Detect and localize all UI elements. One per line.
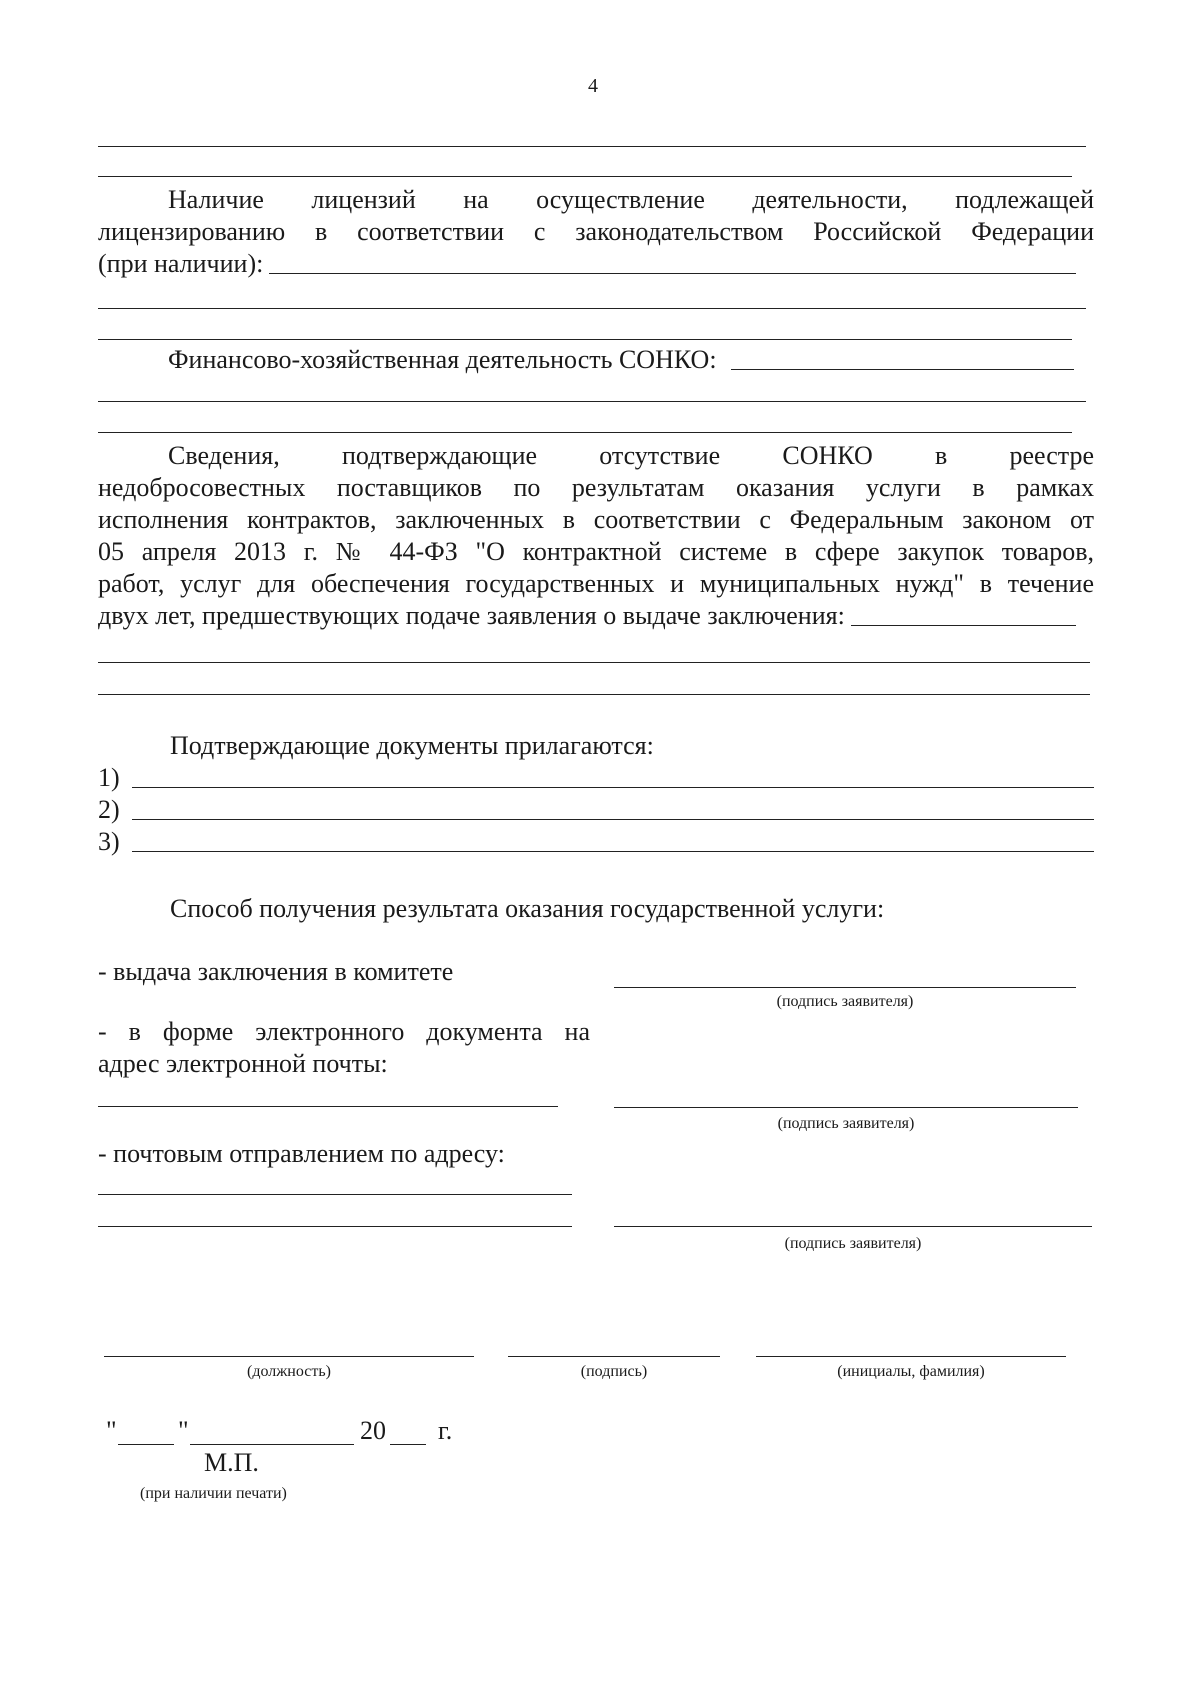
position-line[interactable] (104, 1356, 474, 1357)
date-day-line[interactable] (118, 1444, 174, 1445)
document-number: 2) (98, 795, 120, 824)
document-number: 3) (98, 827, 120, 856)
registry-label: двух лет, предшествующих подаче заявления о выдаче заключения: (98, 601, 845, 630)
date-quote-close: " (178, 1416, 189, 1445)
address-input-line[interactable] (98, 1194, 572, 1195)
date-year-line[interactable] (390, 1444, 426, 1445)
document-input-line[interactable] (132, 819, 1094, 820)
blank-line (98, 401, 1086, 402)
signature-caption: (подпись) (580, 1363, 648, 1380)
signature-caption-3: (подпись заявителя) (784, 1235, 922, 1252)
registry-line-4: 05 апреля 2013 г. № 44-ФЗ "О контрактной системе в сфере закупок товаров, (98, 537, 1094, 566)
blank-line (98, 146, 1086, 147)
licenses-label: (при наличии): (98, 249, 264, 278)
documents-title: Подтверждающие документы прилагаются: (170, 731, 654, 760)
stamp-note: (при наличии печати) (140, 1485, 287, 1502)
blank-line (98, 176, 1072, 177)
registry-line-1: Сведения, подтверждающие отсутствие СОНКО в реестре (168, 441, 1094, 470)
blank-line (98, 694, 1090, 695)
position-caption: (должность) (247, 1363, 331, 1380)
method-title: Способ получения результата оказания государственной услуги: (170, 894, 885, 923)
blank-line (98, 662, 1090, 663)
registry-input-line[interactable] (851, 625, 1076, 626)
registry-line-6 (98, 600, 1076, 632)
name-line[interactable] (756, 1356, 1066, 1357)
finance-input-line[interactable] (731, 369, 1074, 370)
stamp-label: М.П. (204, 1448, 259, 1477)
name-caption: (инициалы, фамилия) (837, 1363, 985, 1380)
method-option-2-line-1: - в форме электронного документа на (98, 1017, 590, 1046)
document-row-2 (98, 794, 1094, 826)
registry-line-3: исполнения контрактов, заключенных в соответствии с Федеральным законом от (98, 505, 1094, 534)
signature-caption-2: (подпись заявителя) (777, 1115, 915, 1132)
finance-label: Финансово-хозяйственная деятельность СОНКО: (168, 345, 717, 374)
licenses-line-3 (98, 248, 1076, 280)
date-year-prefix: 20 (360, 1416, 386, 1445)
finance-row (168, 344, 1074, 376)
signature-line-1[interactable] (614, 987, 1076, 988)
method-option-2-line-2: адрес электронной почты: (98, 1049, 388, 1078)
method-option-1: - выдача заключения в комитете (98, 957, 454, 986)
date-quote-open: " (106, 1416, 117, 1445)
document-row-1 (98, 762, 1094, 794)
registry-line-2: недобросовестных поставщиков по результатам оказания услуги в рамках (98, 473, 1094, 502)
registry-line-5: работ, услуг для обеспечения государственных и муниципальных нужд" в течение (98, 569, 1094, 598)
blank-line (98, 308, 1086, 309)
licenses-line-2: лицензированию в соответствии с законодательством Российской Федерации (98, 217, 1094, 246)
signature-line-3[interactable] (614, 1226, 1092, 1227)
email-input-line[interactable] (98, 1106, 558, 1107)
document-input-line[interactable] (132, 851, 1094, 852)
method-option-3: - почтовым отправлением по адресу: (98, 1139, 505, 1168)
licenses-input-line[interactable] (269, 273, 1076, 274)
page-number: 4 (588, 75, 598, 97)
licenses-line-1: Наличие лицензий на осуществление деятельности, подлежащей (168, 185, 1094, 214)
signature-line[interactable] (508, 1356, 720, 1357)
signature-caption-1: (подпись заявителя) (776, 993, 914, 1010)
document-input-line[interactable] (132, 787, 1094, 788)
document-number: 1) (98, 763, 120, 792)
document-row-3 (98, 826, 1094, 858)
blank-line (98, 432, 1072, 433)
blank-line (98, 339, 1072, 340)
address-input-line[interactable] (98, 1226, 572, 1227)
signature-line-2[interactable] (614, 1107, 1078, 1108)
date-month-line[interactable] (190, 1444, 354, 1445)
date-year-suffix: г. (438, 1416, 453, 1445)
